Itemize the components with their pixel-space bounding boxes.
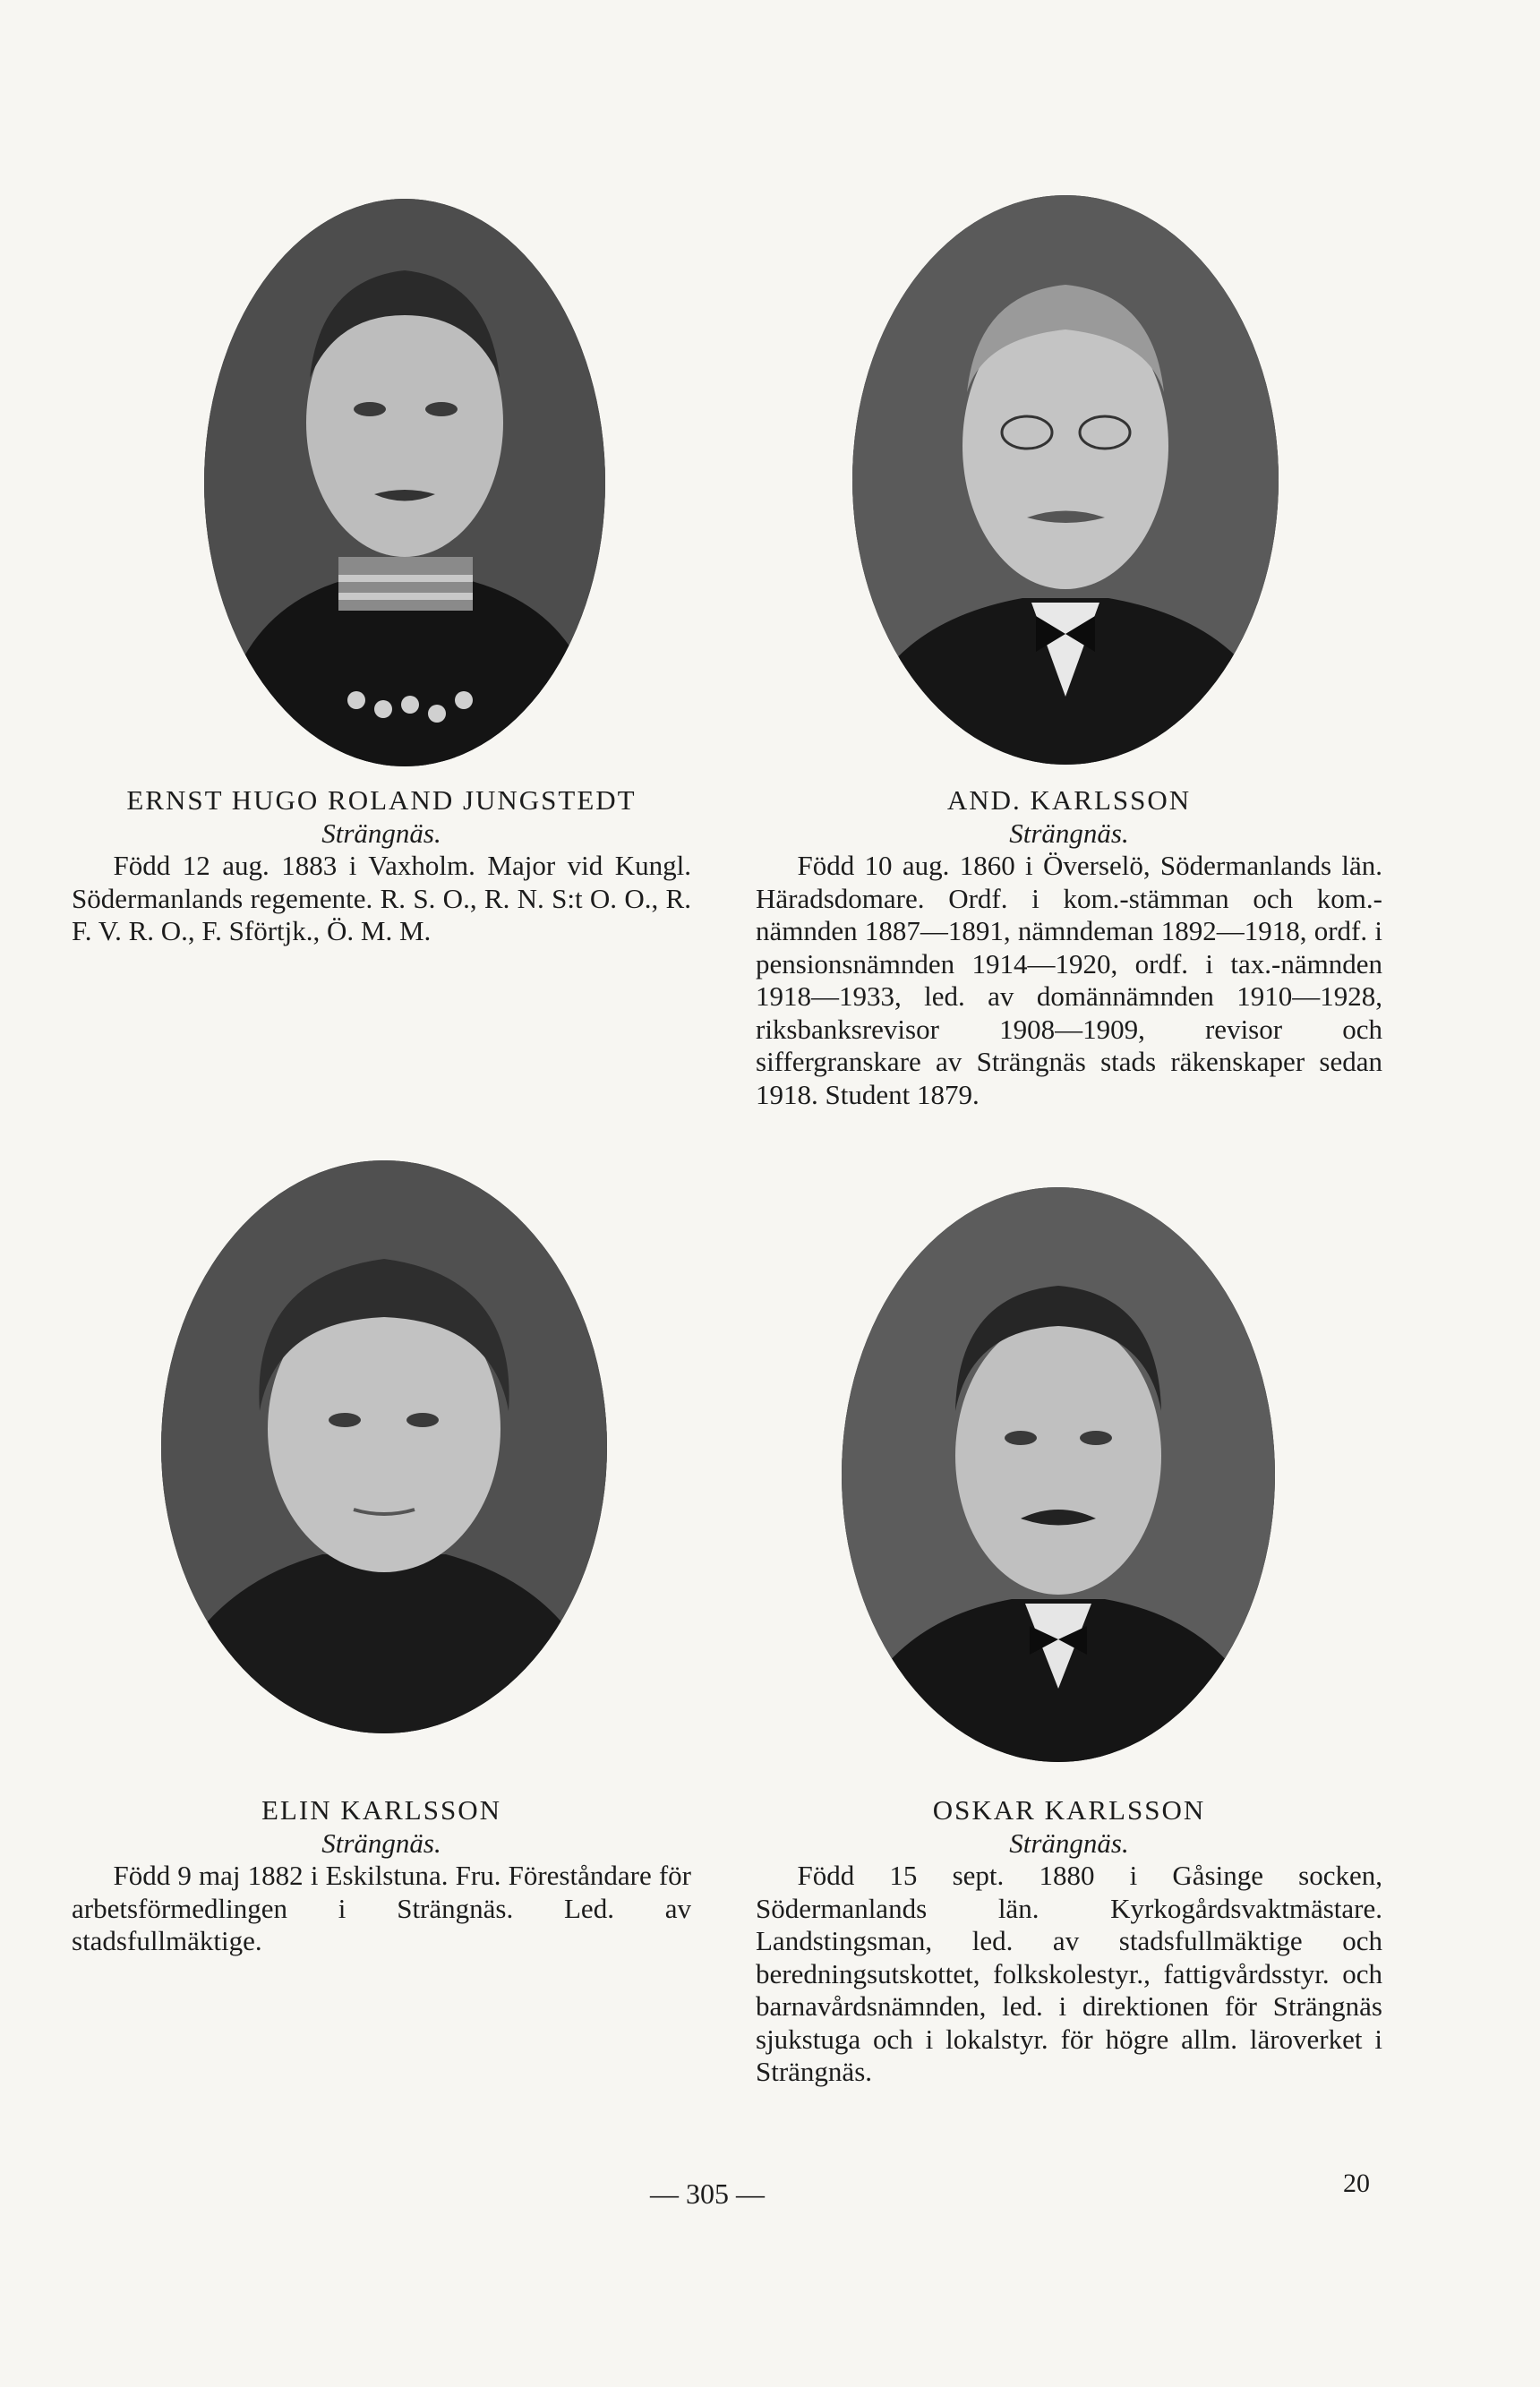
entry-oskar-karlsson bbox=[756, 1794, 1382, 2089]
entry-place: Strängnäs. bbox=[1009, 817, 1129, 849]
page-number: — 305 — bbox=[650, 2177, 765, 2210]
entry-name: OSKAR KARLSSON bbox=[932, 1794, 1206, 1826]
portrait-and-karlsson bbox=[852, 195, 1279, 765]
entry-and-karlsson bbox=[756, 784, 1382, 1111]
portrait-jungstedt bbox=[204, 199, 605, 766]
entry-jungstedt bbox=[72, 784, 691, 948]
portrait-elin-karlsson bbox=[161, 1160, 607, 1733]
entry-bio: Född 10 aug. 1860 i Överselö, Södermanlands län. Häradsdomare. Ordf. i kom.-stämman och kom.-nämnden 1887—1891, nämndeman 1892—1918, ordf. i pensionsnämnden 1914—1920, ordf. i tax.-nämnden 1918—1933, led. av domännämnden 1910—1928, riksbanksrevisor 1908—1909, revisor och siffergranskare av Strängnäs stads räkenskaper sedan 1918. Student 1879. bbox=[756, 850, 1382, 1110]
entry-place: Strängnäs. bbox=[321, 817, 441, 849]
entry-bio: Född 15 sept. 1880 i Gåsinge socken, Södermanlands län. Kyrkogårdsvaktmästare. Landstingsman, led. av stadsfullmäktige och beredningsutskottet, folkskolestyr., fattigvårdsstyr. och barnavårdsnämnden, led. i direktionen för Strängnäs sjukstuga och i lokalstyr. för högre allm. läroverket i Strängnäs. bbox=[756, 1860, 1382, 2087]
entry-name: ERNST HUGO ROLAND JUNGSTEDT bbox=[126, 784, 637, 816]
entry-bio: Född 12 aug. 1883 i Vaxholm. Major vid Kungl. Södermanlands regemente. R. S. O., R. N. S:t O. O., R. F. V. R. O., F. Sförtjk., Ö. M. M. bbox=[72, 850, 691, 946]
entry-place: Strängnäs. bbox=[321, 1827, 441, 1859]
entry-place: Strängnäs. bbox=[1009, 1827, 1129, 1859]
entry-name: AND. KARLSSON bbox=[946, 784, 1192, 816]
signature-mark: 20 bbox=[1343, 2169, 1370, 2198]
entry-name: ELIN KARLSSON bbox=[261, 1794, 501, 1826]
entry-elin-karlsson bbox=[72, 1794, 691, 1958]
entry-bio: Född 9 maj 1882 i Eskilstuna. Fru. Föreståndare för arbetsförmedlingen i Strängnäs. Led. av stadsfullmäktige. bbox=[72, 1860, 691, 1956]
portrait-oskar-karlsson bbox=[842, 1187, 1275, 1762]
